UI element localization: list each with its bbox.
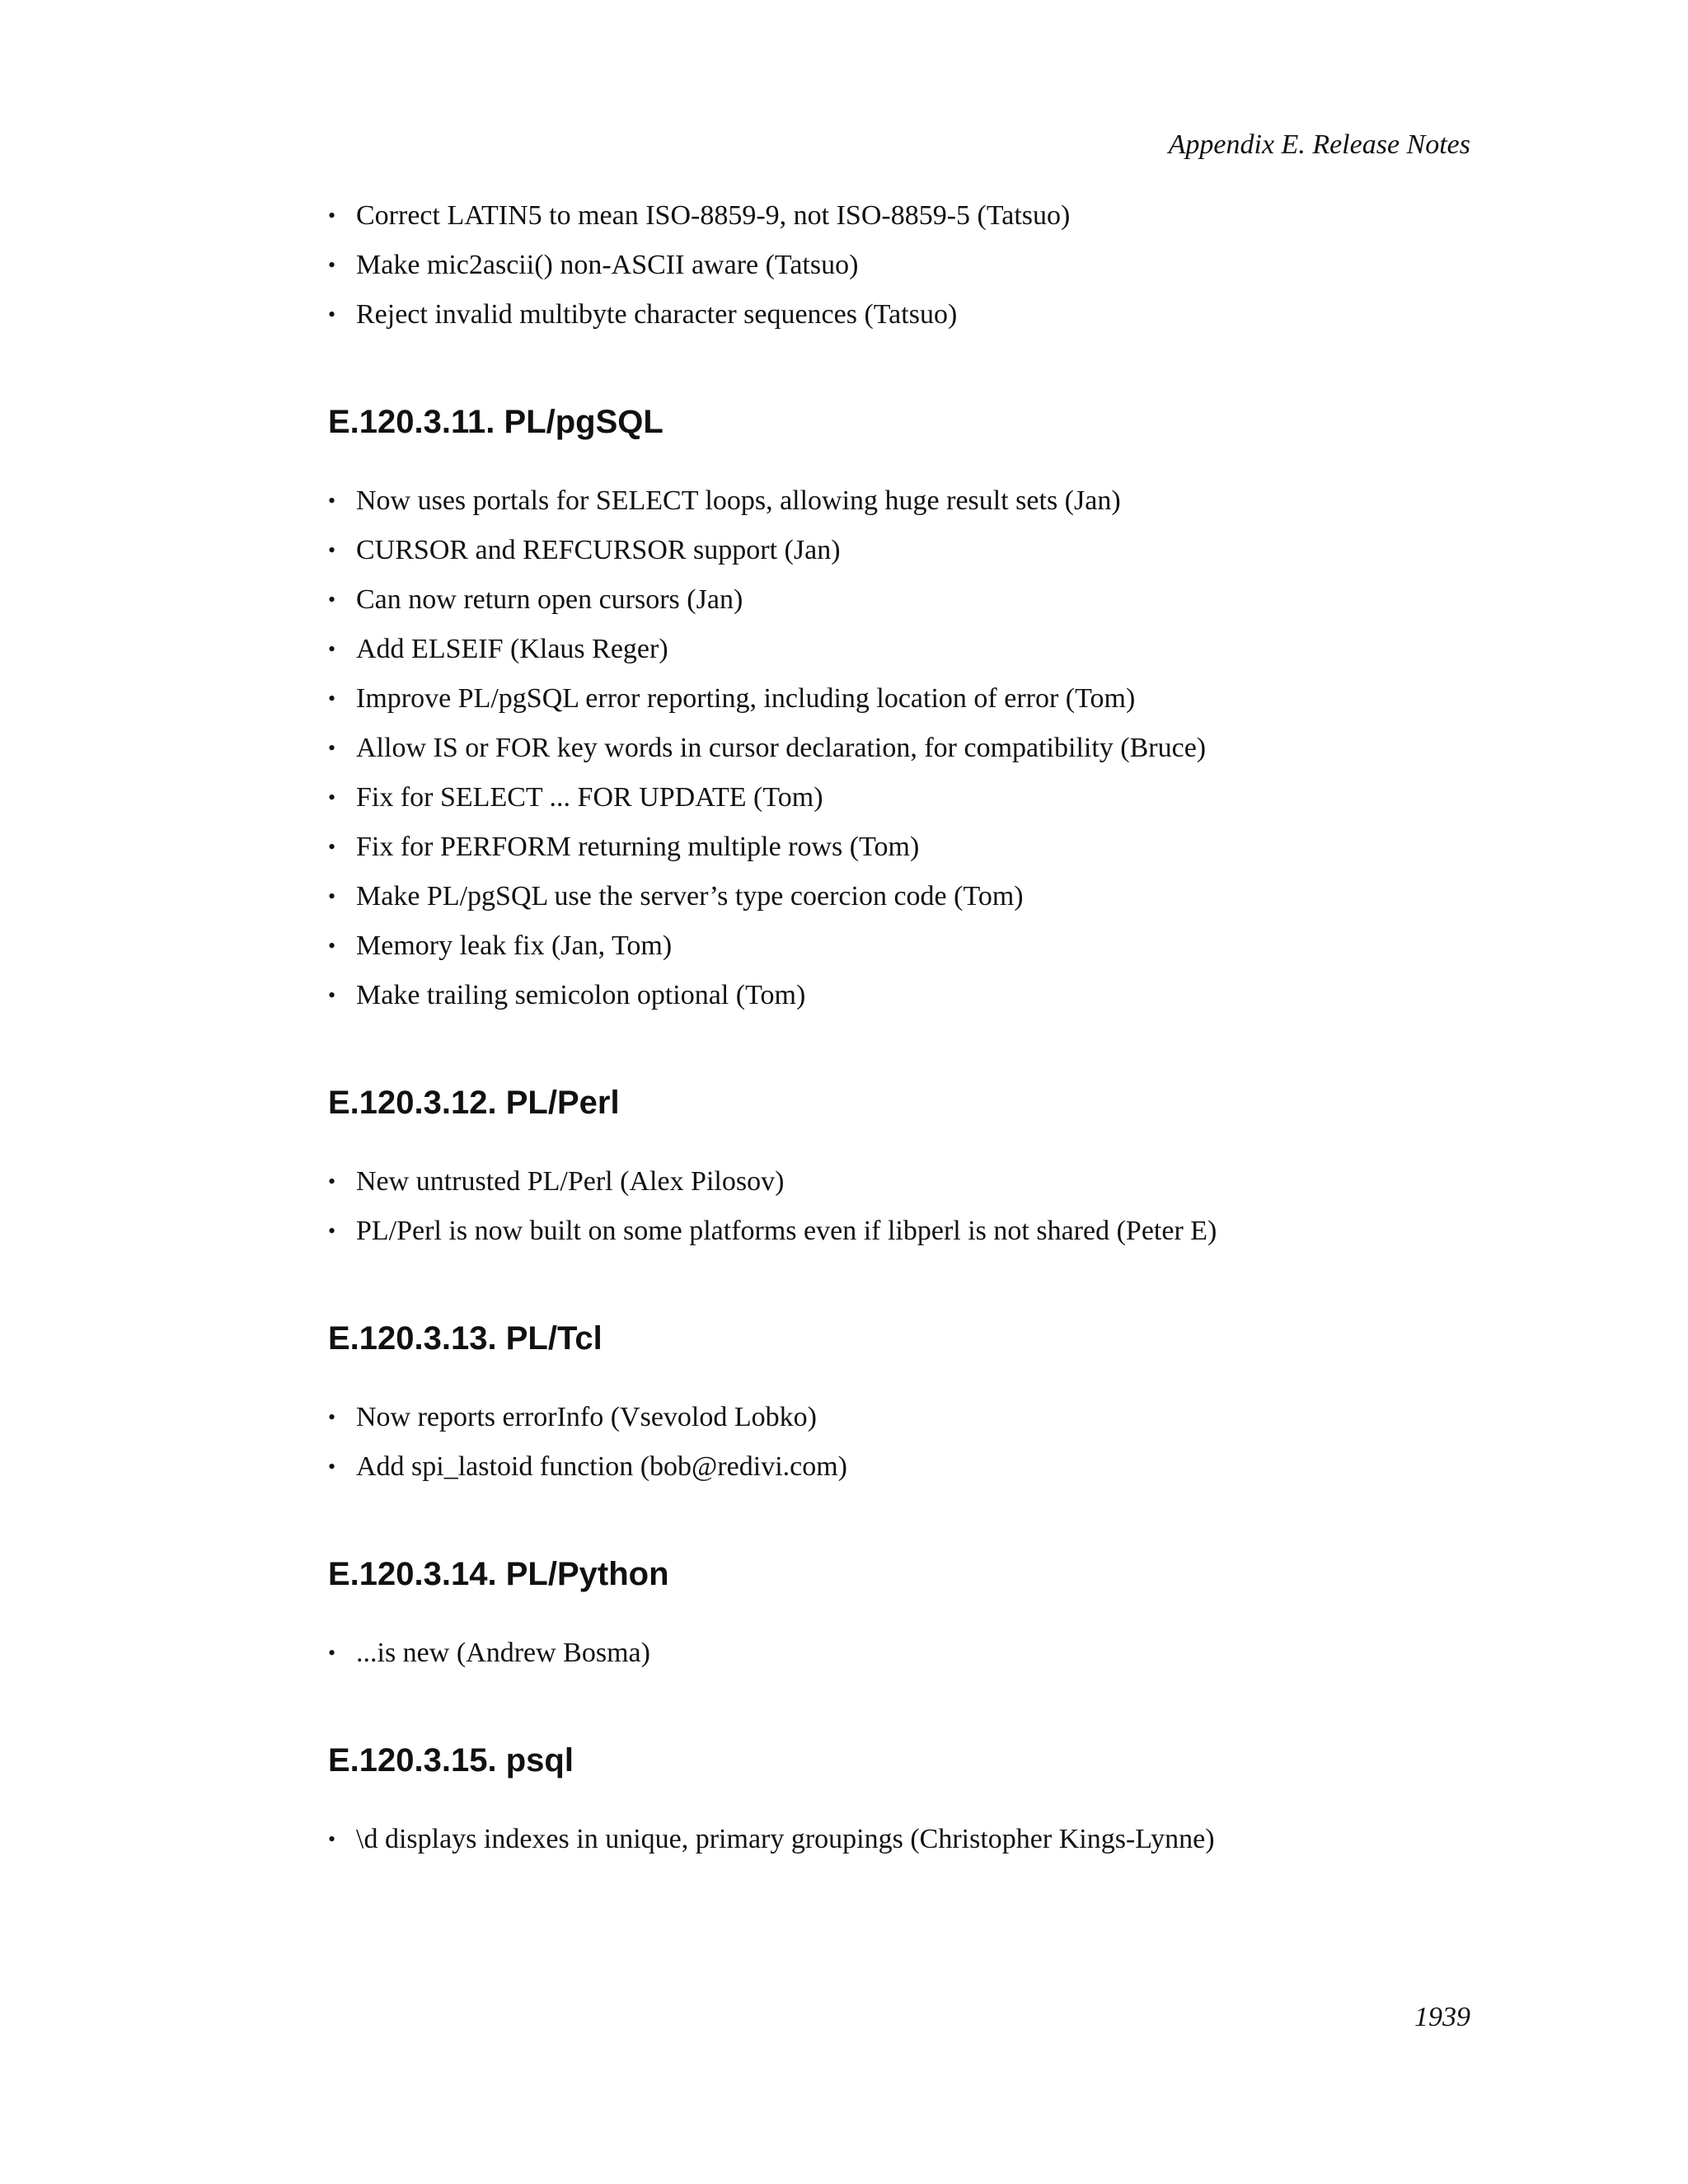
section-plpgsql [328,399,1482,1020]
list-item-text: \d displays indexes in unique, primary groupings (Christopher Kings-Lynne) [356,1824,1215,1854]
section-heading: E.120.3.12. PL/Perl [328,1085,620,1121]
bullet-icon: • [328,1455,336,1479]
section-plpython [328,1551,1482,1678]
section-heading: E.120.3.13. PL/Tcl [328,1320,603,1357]
bullet-icon: • [328,1827,336,1851]
list-item-text: CURSOR and REFCURSOR support (Jan) [356,535,841,565]
page-content [328,191,1482,1864]
bullet-icon: • [328,1169,336,1193]
list-item-text: Now reports errorInfo (Vsevolod Lobko) [356,1402,817,1432]
list-item-text: ...is new (Andrew Bosma) [356,1638,650,1668]
list-item-text: Now uses portals for SELECT loops, allowing huge result sets (Jan) [356,485,1121,516]
section-heading: E.120.3.15. psql [328,1742,574,1779]
section-list [328,1629,1482,1678]
list-item [328,290,1482,340]
section-psql [328,1737,1482,1864]
list-item [328,872,1482,921]
bullet-icon: • [328,983,336,1007]
list-item-text: Memory leak fix (Jan, Tom) [356,930,673,961]
list-item-text: Correct LATIN5 to mean ISO-8859-9, not ISO-8859-5 (Tatsuo) [356,200,1071,231]
bullet-icon: • [328,302,336,326]
section-heading: E.120.3.14. PL/Python [328,1556,669,1592]
list-item-text: Make PL/pgSQL use the server’s type coercion code (Tom) [356,881,1024,912]
list-item-text: Allow IS or FOR key words in cursor declaration, for compatibility (Bruce) [356,733,1207,763]
list-item [328,1393,1482,1442]
list-item-text: Can now return open cursors (Jan) [356,584,743,615]
list-item-text: Make mic2ascii() non-ASCII aware (Tatsuo) [356,250,859,280]
list-item [328,526,1482,575]
list-item-text: PL/Perl is now built on some platforms even if libperl is not shared (Peter E) [356,1216,1217,1246]
bullet-icon: • [328,253,336,277]
intro-list [328,191,1482,340]
page-number: 1939 [1414,2002,1470,2032]
bullet-icon: • [328,637,336,661]
bullet-icon: • [328,538,336,562]
list-item [328,773,1482,823]
list-item [328,971,1482,1020]
bullet-icon: • [328,1219,336,1243]
list-item [328,1157,1482,1207]
list-item [328,476,1482,526]
list-item [328,921,1482,971]
section-list [328,1393,1482,1492]
bullet-icon: • [328,1405,336,1429]
list-item-text: New untrusted PL/Perl (Alex Pilosov) [356,1166,785,1197]
list-item [328,625,1482,674]
bullet-icon: • [328,934,336,958]
bullet-icon: • [328,489,336,513]
bullet-icon: • [328,884,336,908]
list-item [328,241,1482,290]
bullet-icon: • [328,588,336,612]
bullet-icon: • [328,687,336,710]
list-item [328,575,1482,625]
list-item [328,191,1482,241]
list-item-text: Make trailing semicolon optional (Tom) [356,980,806,1010]
section-pltcl [328,1315,1482,1492]
list-item [328,1815,1482,1864]
list-item-text: Add ELSEIF (Klaus Reger) [356,634,668,664]
section-list [328,1157,1482,1256]
list-item [328,674,1482,724]
list-item [328,1629,1482,1678]
bullet-icon: • [328,785,336,809]
list-item-text: Reject invalid multibyte character sequences (Tatsuo) [356,299,958,330]
section-list [328,476,1482,1020]
bullet-icon: • [328,1641,336,1665]
list-item-text: Add spi_lastoid function (bob@redivi.com) [356,1451,847,1482]
list-item-text: Improve PL/pgSQL error reporting, including location of error (Tom) [356,683,1136,714]
running-header: Appendix E. Release Notes [1168,129,1470,160]
section-heading: E.120.3.11. PL/pgSQL [328,404,663,440]
list-item [328,1207,1482,1256]
section-list [328,1815,1482,1864]
bullet-icon: • [328,736,336,760]
list-item-text: Fix for SELECT ... FOR UPDATE (Tom) [356,782,823,813]
list-item-text: Fix for PERFORM returning multiple rows (Tom) [356,832,920,862]
list-item [328,724,1482,773]
bullet-icon: • [328,204,336,227]
bullet-icon: • [328,835,336,859]
list-item [328,823,1482,872]
section-plperl [328,1080,1482,1256]
list-item [328,1442,1482,1492]
